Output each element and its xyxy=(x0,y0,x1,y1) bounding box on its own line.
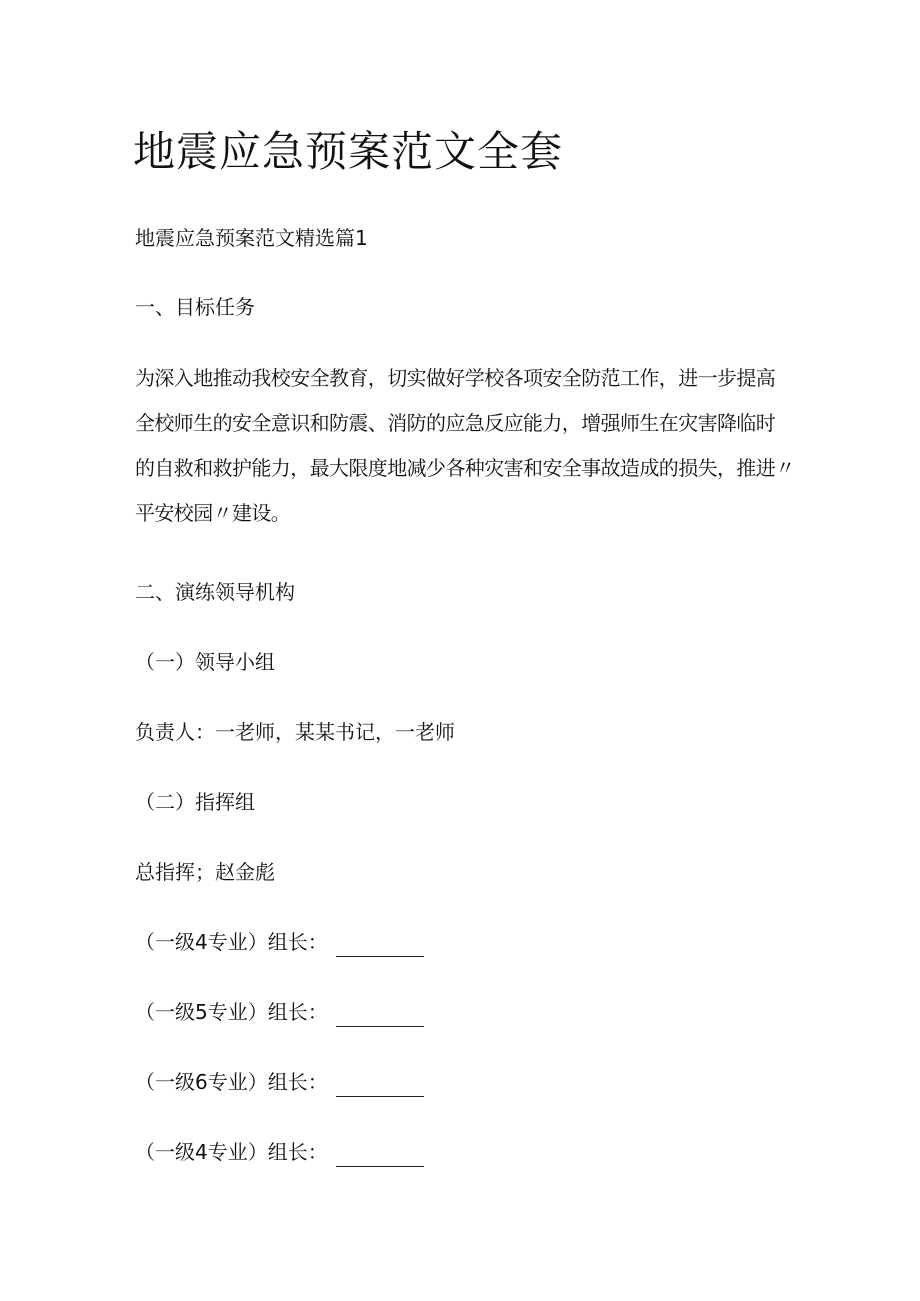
group-leader-line xyxy=(135,927,424,957)
fill-in-blank xyxy=(336,934,424,957)
group-leader-label: （一级4专业）组长： xyxy=(135,930,328,954)
document-subtitle: 地震应急预案范文精选篇1 xyxy=(135,226,368,250)
section-heading-leadership: 二、演练领导机构 xyxy=(135,580,295,604)
document-title: 地震应急预案范文全套 xyxy=(133,127,564,176)
group-leader-label: （一级5专业）组长： xyxy=(135,1000,328,1024)
paragraph-line: 平安校园〃建设。 xyxy=(135,501,291,525)
group-leader-label: （一级4专业）组长： xyxy=(135,1140,328,1164)
objectives-paragraph xyxy=(135,361,795,541)
section-heading-objectives: 一、目标任务 xyxy=(135,295,255,319)
subsection-heading-command-group: （二）指挥组 xyxy=(135,790,255,814)
group-leader-line xyxy=(135,1067,424,1097)
fill-in-blank xyxy=(336,1144,424,1167)
group-leader-line xyxy=(135,997,424,1027)
fill-in-blank xyxy=(336,1004,424,1027)
paragraph-line: 的自救和救护能力，最大限度地减少各种灾害和安全事故造成的损失，推进〃 xyxy=(135,456,795,480)
group-leader-line xyxy=(135,1137,424,1167)
paragraph-line: 全校师生的安全意识和防震、消防的应急反应能力，增强师生在灾害降临时 xyxy=(135,411,776,435)
paragraph-line: 为深入地推动我校安全教育，切实做好学校各项安全防范工作，进一步提高 xyxy=(135,366,776,390)
subsection-heading-leading-group: （一）领导小组 xyxy=(135,650,275,674)
fill-in-blank xyxy=(336,1074,424,1097)
leaders-line: 负责人：一老师，某某书记，一老师 xyxy=(135,720,455,744)
group-leader-label: （一级6专业）组长： xyxy=(135,1070,328,1094)
commander-line: 总指挥；赵金彪 xyxy=(135,860,275,884)
